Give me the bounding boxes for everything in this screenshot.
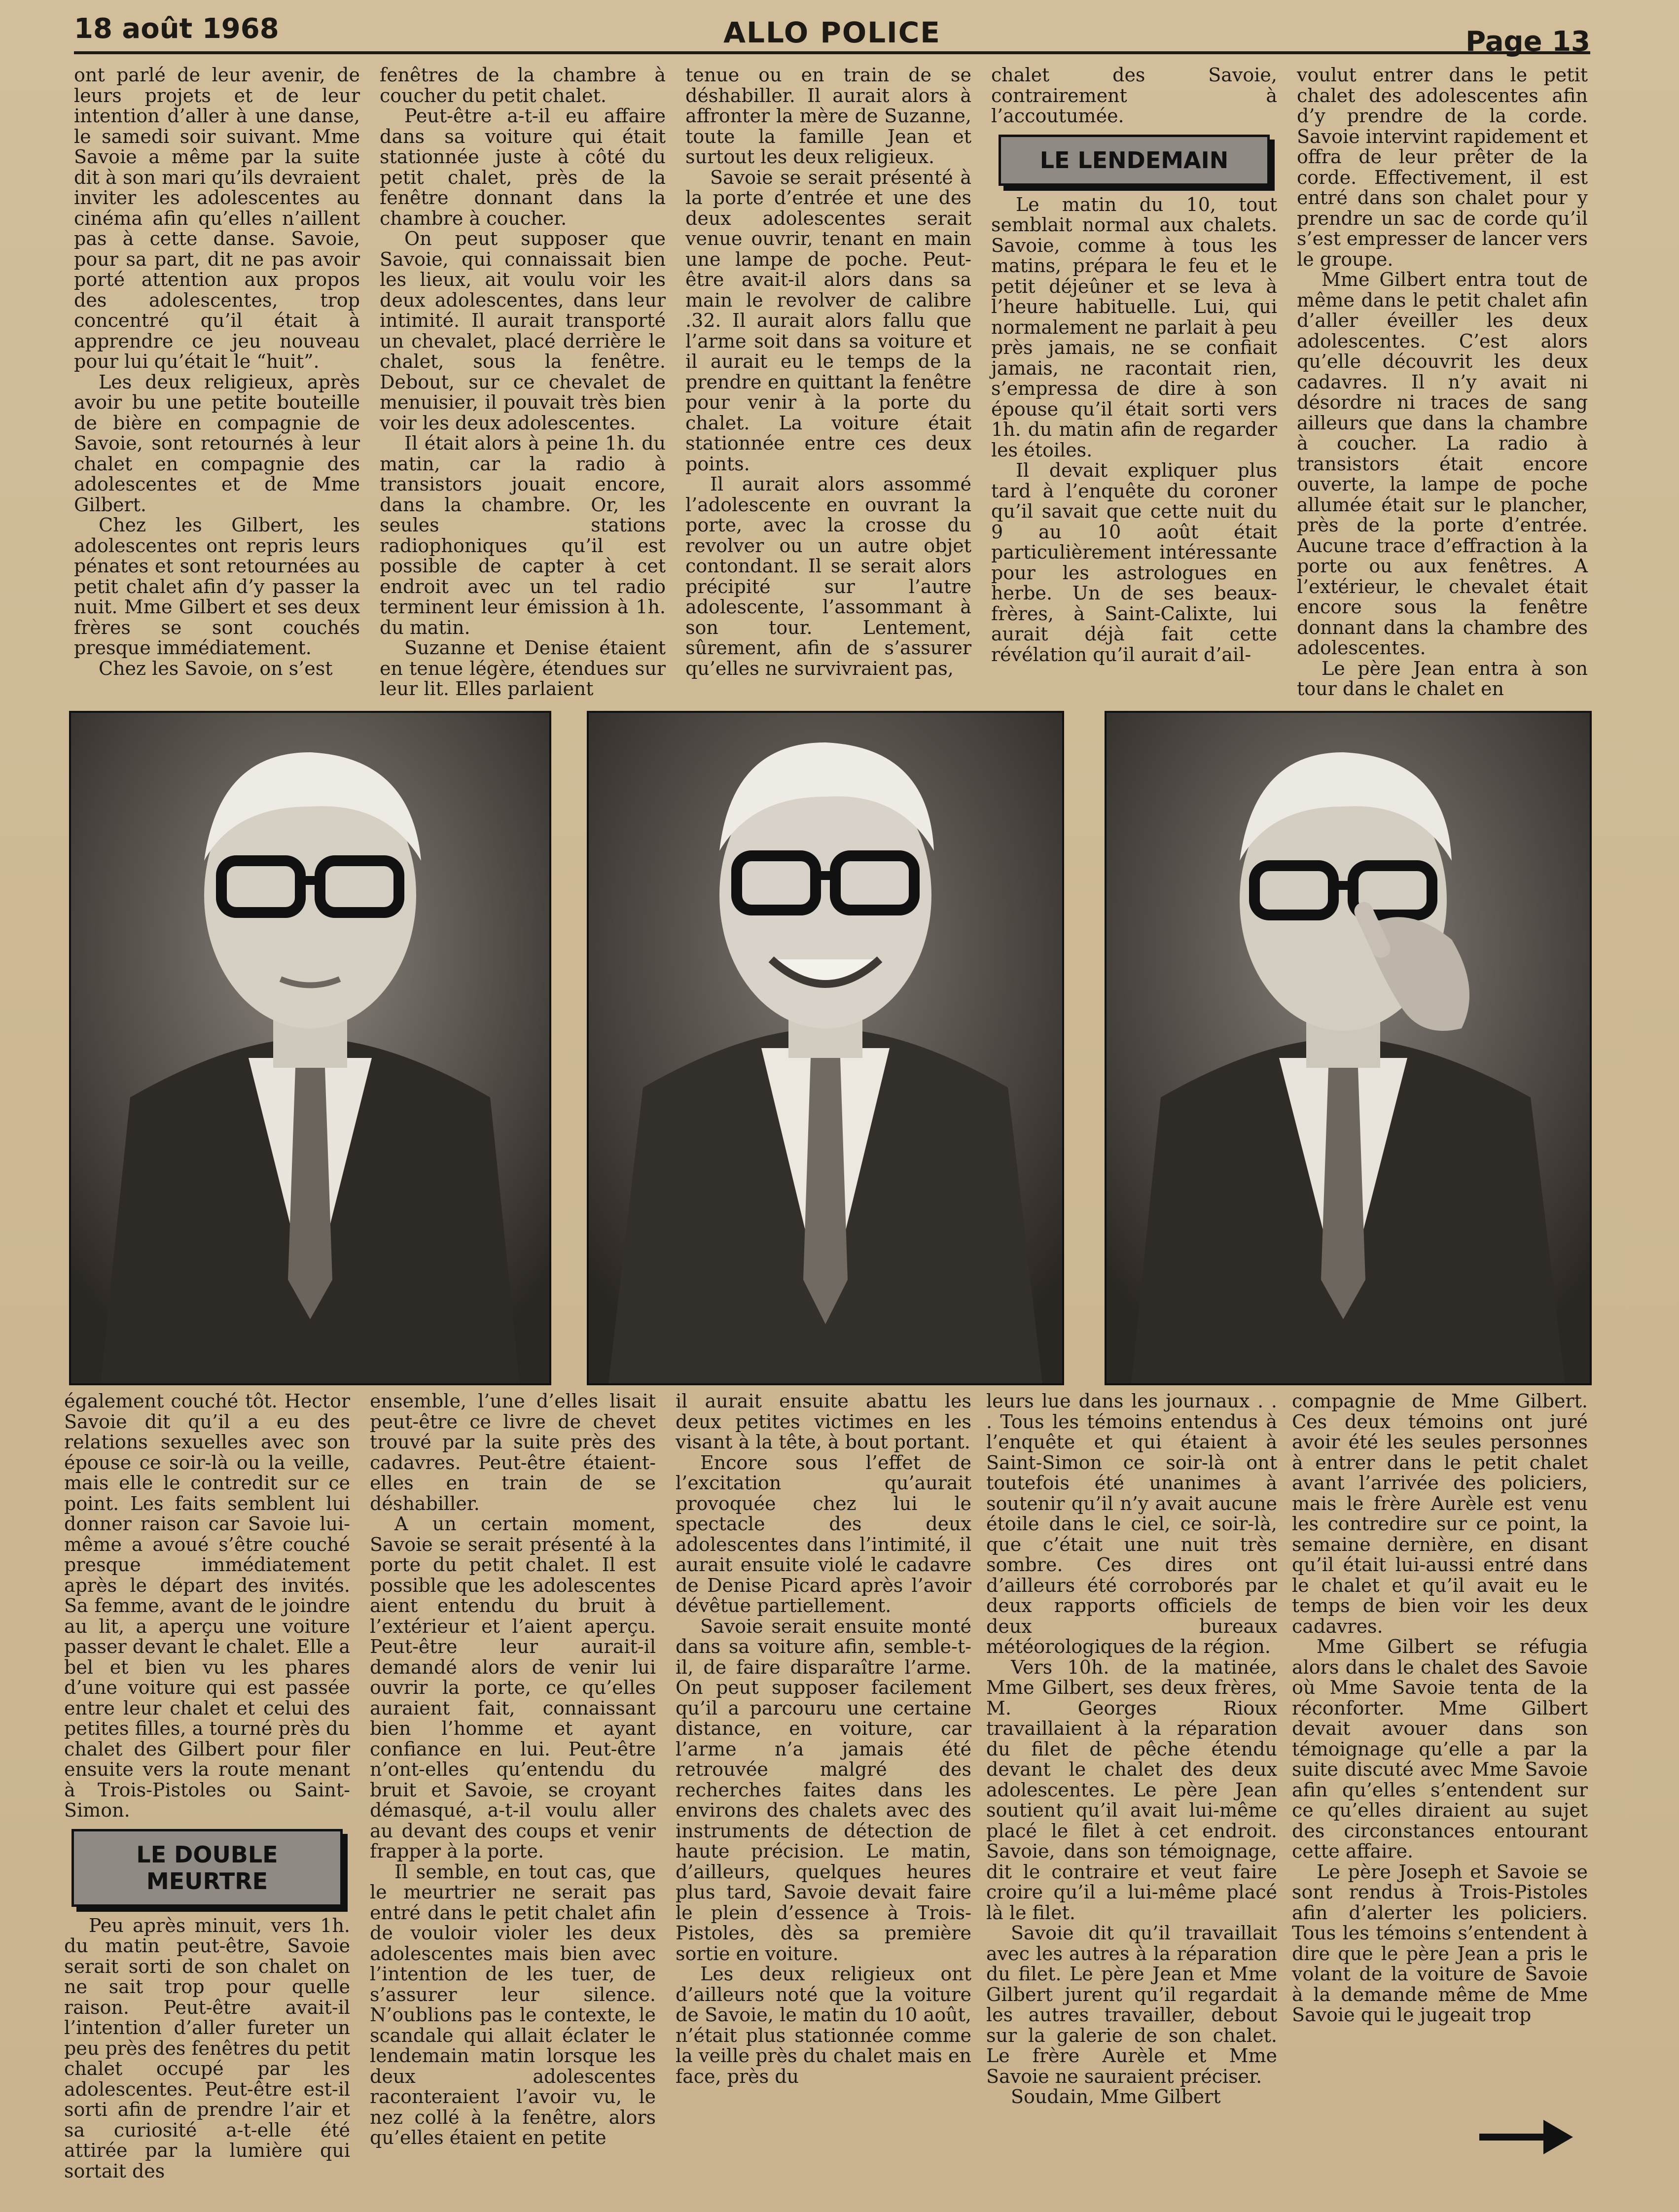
top-column-2 (380, 65, 666, 706)
photo-man-looking-up (69, 711, 551, 1385)
bottom-column-2 (370, 1391, 656, 2170)
paragraph: voulut entrer dans le petit chalet des adolescentes afin d’y prendre de la corde. Savoie intervint rapidement et offra de leur prêter de la corde. Effectivement, il est entré dans son chalet pour y prendre un sac de corde qu’il s’est empresser de lancer vers le groupe. (1297, 64, 1588, 270)
paragraph: Les deux religieux, après avoir bu une petite bouteille de bière en compagnie de Savoie, sont retournés à leur chalet en compagnie des adolescentes et de Mme Gilbert. (74, 371, 360, 516)
paragraph: Soudain, Mme Gilbert (1011, 2086, 1221, 2107)
photo-2-illustration (589, 713, 1062, 1383)
paragraph: Il semble, en tout cas, que le meurtrier ne serait pas entré dans le petit chalet afin de vouloir violer les deux adolescentes mais bien avec l’intention de les tuer, de s’assurer leur silence. N’oublions pas le contexte, le scandale qui allait éclater le lendemain matin lorsque les deux adolescentes raconteraient l’avoir vu, le nez collé à la fenêtre, alors qu’elles étaient en petite (370, 1861, 656, 2148)
bottom-column-4 (986, 1391, 1277, 2170)
paragraph: leurs lue dans les journaux . . . Tous les témoins entendus à l’enquête et qui étaient à Saint-Simon ce soir-là ont toutefois été unanimes à soutenir qu’il n’y avait aucune étoile dans le ciel, ce soir-là, que c’était une nuit très sombre. Ces dires ont d’ailleurs été corroborés par deux rapports officiels de deux bureaux météorologiques de la région. (986, 1390, 1277, 1657)
section-heading-le-lendemain: LE LENDEMAIN (999, 135, 1270, 186)
paragraph: Mme Gilbert se réfugia alors dans le chalet des Savoie où Mme Savoie tenta de la réconforter. Mme Gilbert devait avouer dans son témoignage qu’elle a par la suite discuté avec Mme Savoie afin qu’elles s’entendent sur ce qu’elles diraient au sujet des circonstances entourant cette affaire. (1292, 1636, 1588, 1862)
paragraph: Chez les Savoie, on s’est (99, 657, 333, 679)
paragraph: Le matin du 10, tout semblait normal aux chalets. Savoie, comme à tous les matins, prépara le feu et le petit déjeûner et se leva à l’heure habituelle. Lui, qui normalement ne parlait à peu près jamais, ne se confiait jamais, ne racontait rien, s’empressa de dire à son épouse qu’il était sorti vers 1h. du matin afin de regarder les étoiles. (991, 193, 1277, 461)
bottom-column-3 (676, 1391, 971, 2170)
paragraph: tenue ou en train de se déshabiller. Il aurait alors à affronter la mère de Suzanne, toute la famille Jean et surtout les deux religieux. (685, 64, 971, 168)
photo-strip (69, 711, 1588, 1381)
issue-date: 18 août 1968 (74, 13, 279, 45)
continued-arrow-icon (1474, 2115, 1578, 2159)
paragraph: Mme Gilbert entra tout de même dans le petit chalet afin d’aller éveiller les deux adolescentes. C’est alors qu’elle découvrit les deux cadavres. Il n’y avait ni désordre ni traces de sang ailleurs que dans la chambre à coucher. La radio à transistors était encore ouverte, la lampe de poche allumée était sur le plancher, près de la porte d’entrée. Aucune trace d’effraction à la porte ou aux fenêtres. A l’extérieur, le chevalet était encore sous la fenêtre donnant dans la chambre des adolescentes. (1297, 269, 1588, 659)
paragraph: Peu après minuit, vers 1h. du matin peut-être, Savoie serait sorti de son chalet on ne sait trop pour quelle raison. Peut-être avait-il l’intention d’aller fureter un peu près des fenêtres du petit chalet occupé par les adolescentes. Peut-être est-il sorti afin de prendre l’air et sa curiosité a-t-elle été attirée par la lumière qui sortait des (64, 1914, 350, 2182)
paragraph: fenêtres de la chambre à coucher du petit chalet. (380, 64, 666, 106)
paragraph: Le père Jean entra à son tour dans le chalet en (1297, 657, 1588, 700)
paragraph: A un certain moment, Savoie se serait présenté à la porte du petit chalet. Il est possible que les adolescentes aient entendu du bruit à l’extérieur et l’aient aperçu. Peut-être leur aurait-il demandé alors de venir lui ouvrir la porte, ce qu’elles auraient fait, connaissant bien l’homme et ayant confiance en lui. Peut-être n’ont-elles qu’entendu du bruit et Savoie, se croyant démasqué, a-t-il voulu aller au devant des coups et venir frapper à la porte. (370, 1513, 656, 1862)
paragraph: Chez les Gilbert, les adolescentes ont repris leurs pénates et sont retournées au petit chalet afin d’y passer la nuit. Mme Gilbert et ses deux frères se sont couchés presque immédiatement. (74, 514, 360, 659)
paragraph: Il était alors à peine 1h. du matin, car la radio à transistors jouait encore, dans la chambre. Or, les seules stations radiophoniques qu’il est possible de capter à cet endroit avec un tel radio terminent leur émission à 1h. du matin. (380, 432, 666, 638)
paragraph: également couché tôt. Hector Savoie dit qu’il a eu des relations sexuelles avec son épouse ce soir-là ou la veille, mais elle le contredit sur ce point. Les faits semblent lui donner raison car Savoie lui-même a avoué s’être couché presque immédiatement après le départ des invités. Sa femme, avant de le joindre au lit, a aperçu une voiture passer devant le chalet. Elle a bel et bien vu les phares d’une voiture qui est passée entre leur chalet et celui des petites filles, a tourné près du chalet des Gilbert pour filer ensuite vers la route menant à Trois-Pistoles ou Saint-Simon. (64, 1390, 350, 1821)
paragraph: Le père Joseph et Savoie se sont rendus à Trois-Pistoles afin d’alerter les policiers. Tous les témoins s’entendent à dire que le père Jean a pris le volant de la voiture de Savoie à la demande même de Mme Savoie qui le jugeait trop (1292, 1861, 1588, 2026)
paragraph: compagnie de Mme Gilbert. Ces deux témoins ont juré avoir été les seules personnes à entrer dans le petit chalet avant l’arrivée des policiers, mais le frère Aurèle est venu les contredire sur ce point, la semaine dernière, en disant qu’il était lui-aussi entré dans le chalet et qu’il avait eu le temps de bien voir les deux cadavres. (1292, 1390, 1588, 1637)
publication-title: ALLO POLICE (723, 16, 941, 49)
paragraph: il aurait ensuite abattu les deux petites victimes en les visant à la tête, à bout portant. (676, 1390, 971, 1453)
photo-3-illustration (1107, 713, 1590, 1383)
paragraph: Savoie se serait présenté à la porte d’entrée et une des deux adolescentes serait venue ouvrir, tenant en main une lampe de poche. Peut-être avait-il alors dans sa main le revolver de calibre .32. Il aurait alors fallu que l’arme soit dans sa voiture et il aurait eu le temps de la prendre en quittant la fenêtre pour venir à la porte du chalet. La voiture était stationnée entre ces deux points. (685, 166, 971, 475)
photo-man-smiling (587, 711, 1064, 1385)
paragraph: On peut supposer que Savoie, qui connaissait bien les lieux, ait voulu voir les deux adolescentes, dans leur intimité. Il aurait transporté un chevalet, placé derrière le chalet, sous la fenêtre. Debout, sur ce chevalet de menuisier, il pouvait très bien voir les deux adolescentes. (380, 228, 666, 434)
header-rule (74, 51, 1590, 54)
bottom-column-1 (64, 1390, 350, 2182)
paragraph: ont parlé de leur avenir, de leurs projets et de leur intention d’aller à une danse, le samedi soir suivant. Mme Savoie a même par la suite dit à son mari qu’ils devraient inviter les adolescentes au cinéma afin qu’elles n’aillent pas à cette danse. Savoie, pour sa part, dit ne pas avoir porté attention aux propos des adolescentes, trop concentré qu’il était à apprendre ce jeu nouveau pour lui qu’était le “huit”. (74, 64, 360, 372)
paragraph: Vers 10h. de la matinée, Mme Gilbert, ses deux frères, M. Georges Rioux travaillaient à la réparation du filet de pêche étendu devant le chalet des deux adolescentes. Le père Jean soutient qu’il avait lui-même placé le filet à cet endroit. Savoie, dans son témoignage, dit le contraire et veut faire croire qu’il a lui-même placé là le filet. (986, 1656, 1277, 1924)
bottom-column-5 (1292, 1391, 1588, 2106)
page-header (74, 11, 1590, 58)
paragraph: Savoie dit qu’il travaillait avec les autres à la réparation du filet. Le père Jean et Mme Gilbert jurent qu’il regardait les autres travailler, debout sur la galerie de son chalet. Le frère Aurèle et Mme Savoie ne sauraient préciser. (986, 1922, 1277, 2087)
paragraph: Suzanne et Denise étaient en tenue légère, étendues sur leur lit. Elles parlaient (380, 637, 666, 700)
photo-1-illustration (71, 713, 549, 1383)
paragraph: Savoie serait ensuite monté dans sa voiture afin, semble-t-il, de faire disparaître l’arme. On peut supposer facilement qu’il a parcouru une certaine distance, en voiture, car l’arme n’a jamais été retrouvée malgré des recherches faites dans les environs des chalets avec des instruments de détection de haute précision. Le matin, d’ailleurs, quelques heures plus tard, Savoie devait faire le plein d’essence à Trois-Pistoles, dès sa première sortie en voiture. (676, 1615, 971, 1965)
paragraph: Il devait expliquer plus tard à l’enquête du coroner qu’il savait que cette nuit du 9 au 10 août était particulièrement intéressante pour les astrologues en herbe. Un de ses beaux-frères, à Saint-Calixte, lui aurait déjà fait cette révélation qu’il aurait d’ail- (991, 459, 1277, 666)
paragraph: Il aurait alors assommé l’adolescente en ouvrant la porte, avec la crosse du revolver ou un autre objet contondant. Il se serait alors précipité sur l’autre adolescente, l’assommant à son tour. Lentement, sûrement, afin de s’assurer qu’elles ne survivraient pas, (685, 473, 971, 679)
paragraph: Peut-être a-t-il eu affaire dans sa voiture qui était stationnée juste à côté du petit chalet, près de la fenêtre donnant dans la chambre à coucher. (380, 105, 666, 229)
top-column-3 (685, 65, 971, 706)
page-number: Page 13 (1465, 26, 1590, 58)
top-column-4 (991, 65, 1277, 706)
paragraph: Les deux religieux ont d’ailleurs noté que la voiture de Savoie, le matin du 10 août, n’était plus stationnée comme la veille près du chalet mais en face, près du (676, 1963, 971, 2087)
top-column-1 (74, 65, 360, 706)
paragraph: chalet des Savoie, contrairement à l’accoutumée. (991, 64, 1277, 127)
top-column-5 (1297, 65, 1588, 706)
paragraph: Encore sous l’effet de l’excitation qu’aurait provoquée chez lui le spectacle des deux adolescentes dans l’intimité, il aurait ensuite violé le cadavre de Denise Picard après l’avoir dévêtue partiellement. (676, 1451, 971, 1616)
photo-man-wiping-eye (1105, 711, 1592, 1385)
section-heading-le-double-meurtre: LE DOUBLE MEURTRE (71, 1829, 343, 1907)
paragraph: ensemble, l’une d’elles lisait peut-être ce livre de chevet trouvé par la suite près des cadavres. Peut-être étaient-elles en train de se déshabiller. (370, 1390, 656, 1514)
